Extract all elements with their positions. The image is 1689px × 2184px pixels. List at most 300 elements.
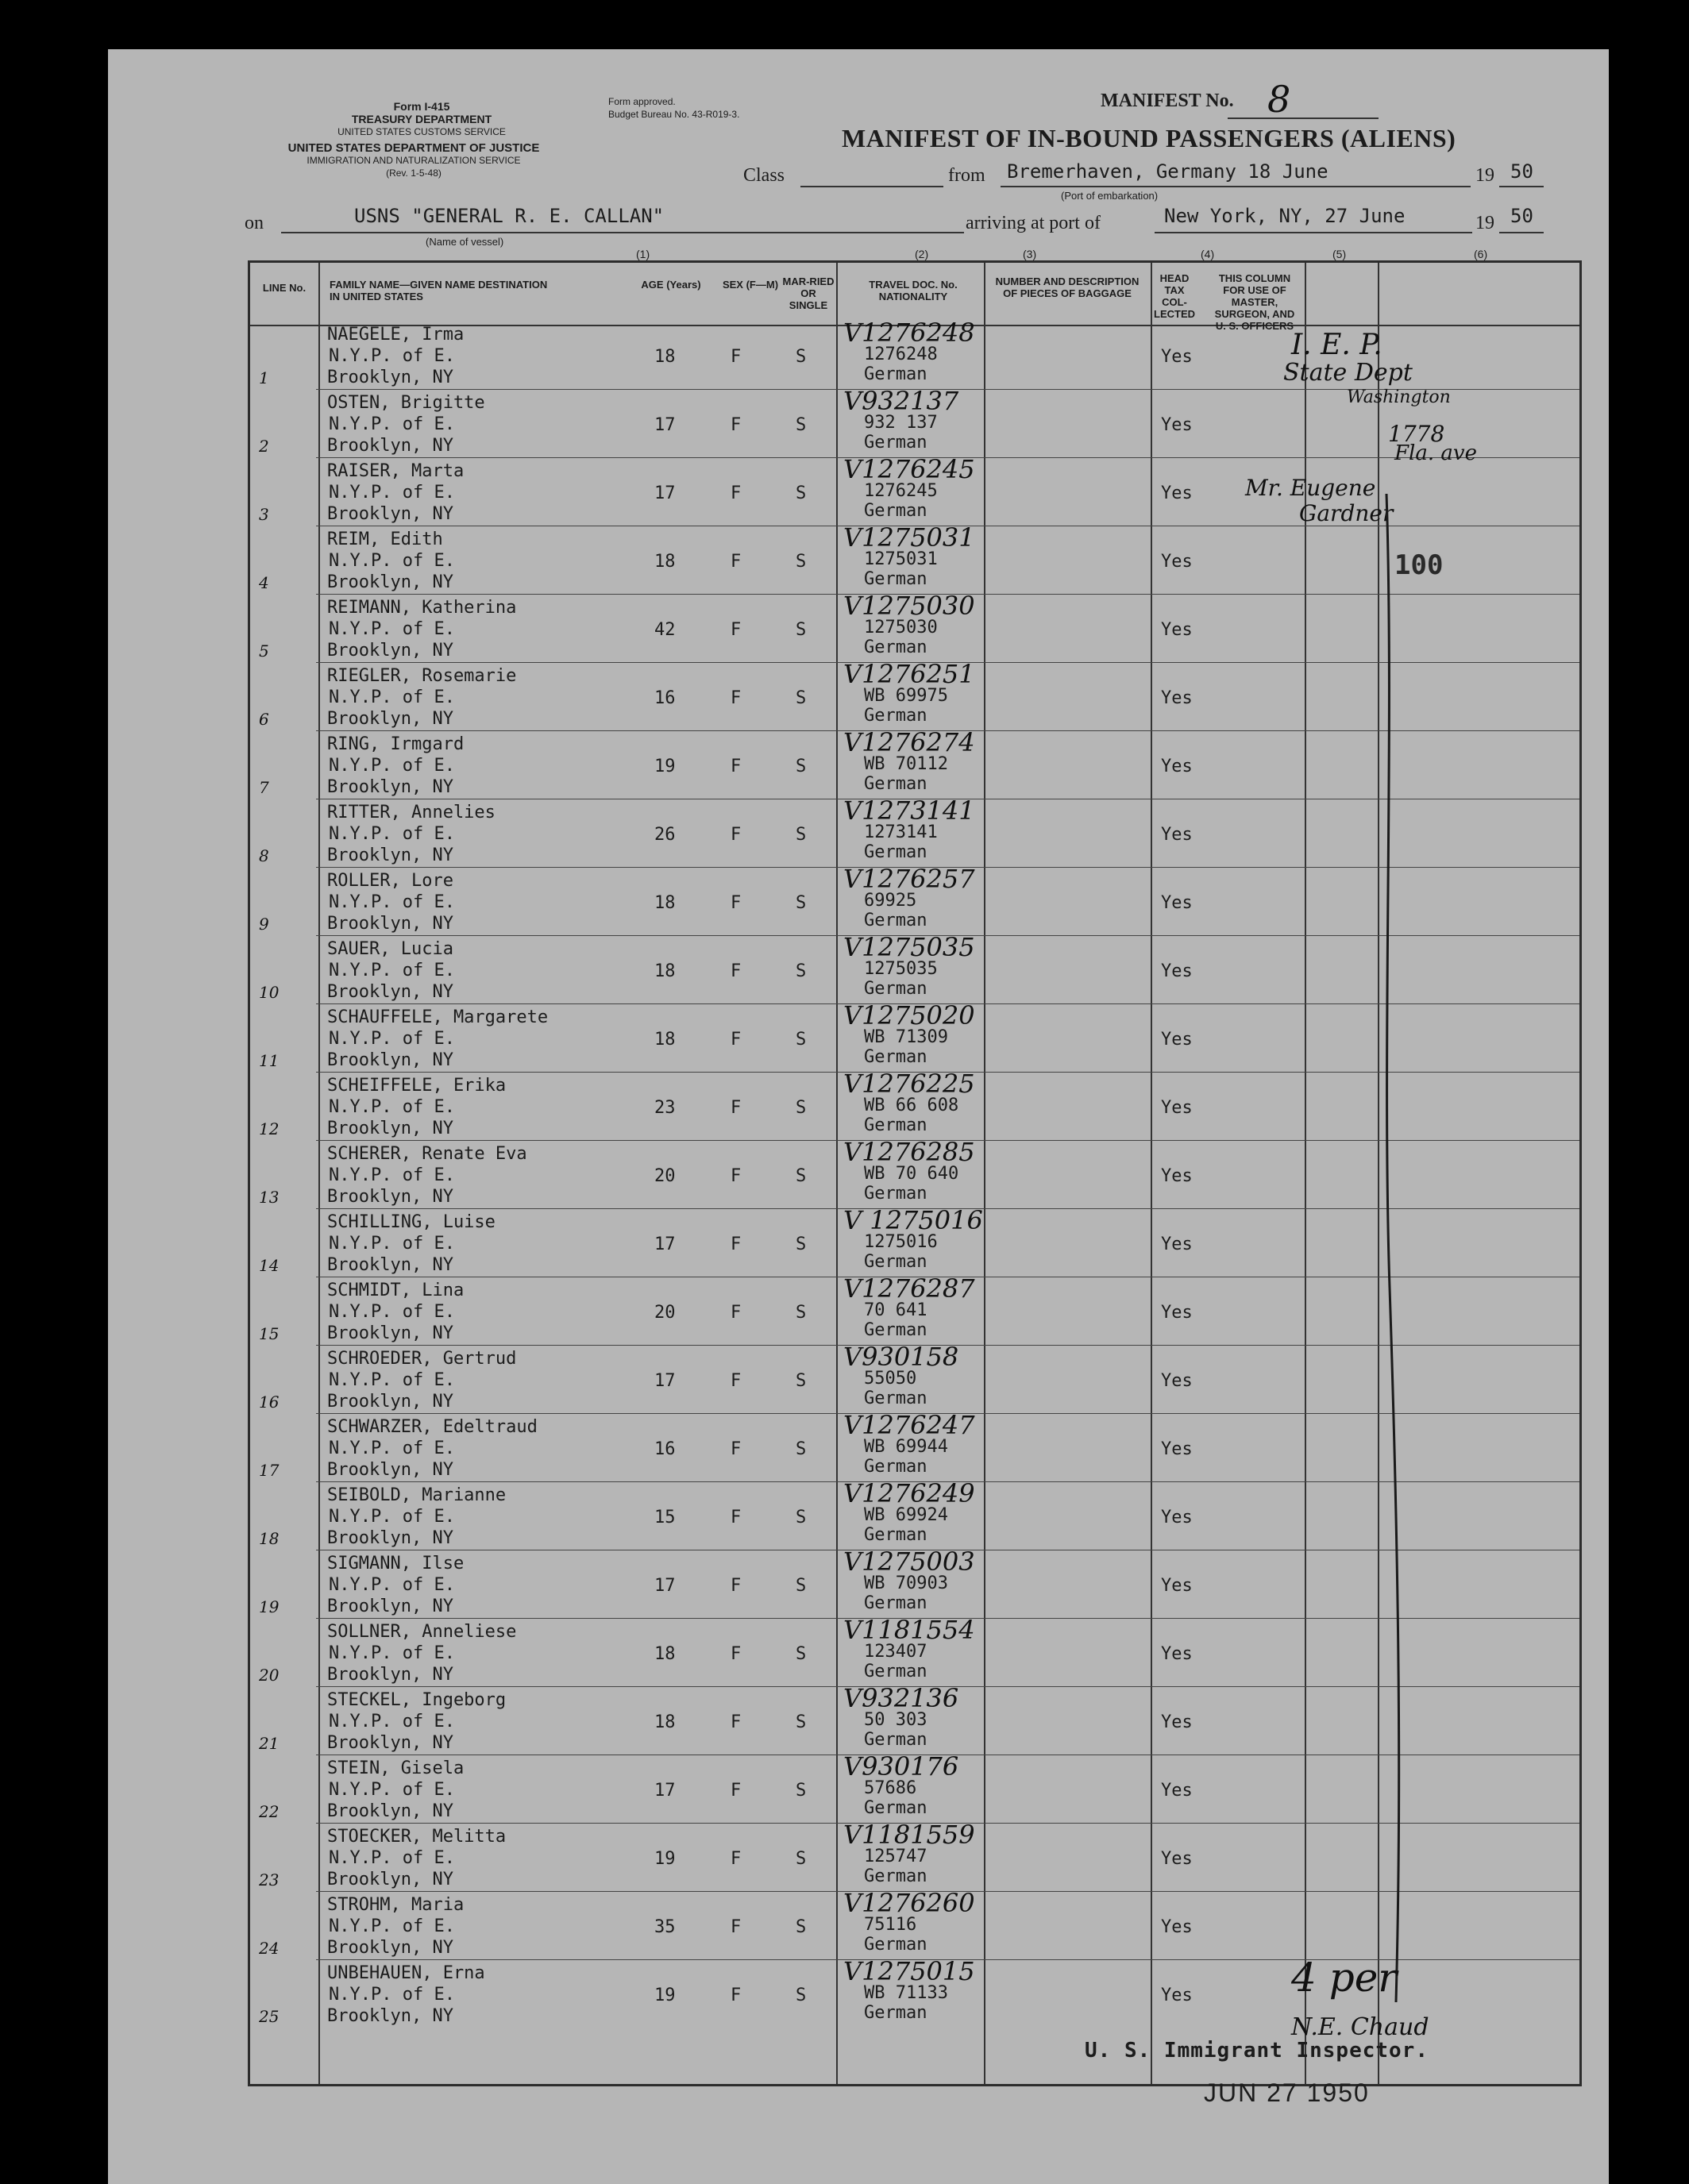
age-value: 18 [654, 961, 676, 981]
nationality: German [864, 774, 927, 794]
destination-line-2: Brooklyn, NY [327, 1528, 453, 1548]
marital-status: S [796, 552, 807, 572]
destination-line-1: N.Y.P. of E. [329, 1370, 455, 1390]
on-label: on [245, 213, 264, 233]
sex-value: F [731, 1439, 742, 1459]
head-tax-value: Yes [1161, 1439, 1193, 1459]
officer-note-state-dept: State Dept [1283, 359, 1413, 387]
destination-line-1: N.Y.P. of E. [329, 1780, 455, 1800]
destination-line-1: N.Y.P. of E. [329, 756, 455, 776]
passenger-name: SCHROEDER, Gertrud [327, 1349, 517, 1369]
nationality: German [864, 911, 927, 930]
line-number: 12 [259, 1119, 280, 1138]
destination-line-1: N.Y.P. of E. [329, 483, 455, 503]
sex-value: F [731, 1371, 742, 1391]
travel-doc-number: WB 70903 [864, 1573, 948, 1593]
line-number: 24 [259, 1939, 280, 1958]
vessel-name: USNS "GENERAL R. E. CALLAN" [354, 205, 665, 227]
col-number: (5) [1332, 248, 1347, 260]
officer-note-name-2: Gardner [1299, 500, 1394, 526]
destination-line-2: Brooklyn, NY [327, 1801, 453, 1821]
line-number: 21 [259, 1734, 280, 1753]
visa-number: V1275003 [843, 1547, 975, 1577]
line-number: 9 [259, 915, 269, 934]
passenger-name: SAUER, Lucia [327, 939, 453, 959]
nationality: German [864, 1184, 927, 1204]
nationality: German [864, 1593, 927, 1613]
col-header-name: FAMILY NAME—GIVEN NAME DESTINATION IN UNITED STATES [330, 279, 548, 302]
visa-number: V1276274 [843, 727, 975, 757]
sex-value: F [731, 688, 742, 708]
col-header-officers: THIS COLUMN FOR USE OF MASTER, SURGEON, AND U. S. OFFICERS [1214, 272, 1295, 332]
destination-line-1: N.Y.P. of E. [329, 1712, 455, 1731]
officer-note-iep: I. E. P. [1291, 329, 1382, 361]
officer-note-address-number: 1778 [1388, 421, 1445, 447]
sex-value: F [731, 1644, 742, 1664]
embarkation-caption: (Port of embarkation) [1061, 190, 1159, 202]
form-approved: Form approved. [608, 96, 676, 107]
age-value: 18 [654, 1644, 676, 1664]
destination-line-2: Brooklyn, NY [327, 1938, 453, 1958]
visa-number: V1276285 [843, 1137, 975, 1167]
marital-status: S [796, 1303, 807, 1323]
destination-line-1: N.Y.P. of E. [329, 1507, 455, 1527]
travel-doc-number: WB 69924 [864, 1505, 948, 1525]
marital-status: S [796, 893, 807, 913]
head-tax-value: Yes [1161, 1508, 1193, 1527]
line-number: 22 [259, 1802, 280, 1821]
inspector-label: U. S. Immigrant Inspector. [1085, 2039, 1429, 2063]
age-value: 19 [654, 1849, 676, 1869]
passenger-name: RING, Irmgard [327, 734, 465, 754]
age-value: 17 [654, 1235, 676, 1254]
arriving-label: arriving at port of [966, 213, 1101, 233]
head-tax-value: Yes [1161, 1166, 1193, 1186]
head-tax-value: Yes [1161, 1235, 1193, 1254]
destination-line-1: N.Y.P. of E. [329, 1097, 455, 1117]
nationality: German [864, 2003, 927, 2023]
visa-number: V1273141 [843, 795, 975, 826]
head-tax-value: Yes [1161, 893, 1193, 913]
line-number: 11 [259, 1051, 280, 1070]
sex-value: F [731, 1098, 742, 1118]
line-number: 19 [259, 1597, 280, 1616]
visa-number: V1275035 [843, 932, 975, 962]
stamp-number: 100 [1394, 549, 1444, 581]
passenger-name: REIMANN, Katherina [327, 598, 517, 618]
destination-line-2: Brooklyn, NY [327, 709, 453, 729]
age-value: 16 [654, 1439, 676, 1459]
sex-value: F [731, 620, 742, 640]
passenger-name: SIGMANN, Ilse [327, 1554, 465, 1573]
visa-number: V1276251 [843, 659, 975, 689]
line-number: 18 [259, 1529, 280, 1548]
head-tax-value: Yes [1161, 1849, 1193, 1869]
destination-line-2: Brooklyn, NY [327, 1733, 453, 1753]
travel-doc-number: 75116 [864, 1915, 917, 1935]
marital-status: S [796, 688, 807, 708]
col-header-married: MAR-RIED OR SINGLE [782, 275, 835, 311]
age-value: 19 [654, 757, 676, 776]
travel-doc-number: 1275030 [864, 618, 938, 637]
manifest-page [108, 49, 1609, 2184]
head-tax-value: Yes [1161, 415, 1193, 435]
destination-line-2: Brooklyn, NY [327, 368, 453, 387]
destination-line-2: Brooklyn, NY [327, 1323, 453, 1343]
travel-doc-number: WB 69975 [864, 686, 948, 706]
travel-doc-number: WB 70 640 [864, 1164, 959, 1184]
destination-line-2: Brooklyn, NY [327, 1665, 453, 1685]
sex-value: F [731, 1030, 742, 1050]
total-count: 4 per [1291, 1955, 1398, 2001]
head-tax-value: Yes [1161, 688, 1193, 708]
head-tax-value: Yes [1161, 1781, 1193, 1801]
nationality: German [864, 1730, 927, 1750]
age-value: 18 [654, 347, 676, 367]
nationality: German [864, 1389, 927, 1408]
destination-line-1: N.Y.P. of E. [329, 1643, 455, 1663]
nationality: German [864, 1320, 927, 1340]
marital-status: S [796, 1576, 807, 1596]
marital-status: S [796, 620, 807, 640]
from-label: from [948, 165, 985, 186]
sex-value: F [731, 1917, 742, 1937]
nationality: German [864, 364, 927, 384]
visa-number: V1276245 [843, 454, 975, 484]
age-value: 18 [654, 1712, 676, 1732]
marital-status: S [796, 1917, 807, 1937]
marital-status: S [796, 1986, 807, 2005]
destination-line-2: Brooklyn, NY [327, 1597, 453, 1616]
travel-doc-number: WB 71133 [864, 1983, 948, 2003]
nationality: German [864, 842, 927, 862]
line-number: 1 [259, 368, 269, 387]
marital-status: S [796, 757, 807, 776]
travel-doc-number: WB 70112 [864, 754, 948, 774]
form-number: Form I-415 [393, 100, 450, 113]
arrival-port: New York, NY, 27 June [1164, 205, 1406, 227]
age-value: 17 [654, 415, 676, 435]
destination-line-2: Brooklyn, NY [327, 777, 453, 797]
sex-value: F [731, 483, 742, 503]
marital-status: S [796, 1781, 807, 1801]
visa-number: V1275030 [843, 591, 975, 621]
passenger-name: STOECKER, Melitta [327, 1827, 507, 1847]
destination-line-1: N.Y.P. of E. [329, 1165, 455, 1185]
travel-doc-number: 50 303 [864, 1710, 927, 1730]
visa-number: V1276249 [843, 1478, 975, 1508]
visa-number: V1181559 [843, 1820, 975, 1850]
passenger-name: SCHEIFFELE, Erika [327, 1076, 507, 1096]
sex-value: F [731, 347, 742, 367]
sex-value: F [731, 1508, 742, 1527]
nationality: German [864, 1252, 927, 1272]
nationality: German [864, 1798, 927, 1818]
age-value: 18 [654, 1030, 676, 1050]
travel-doc-number: 1275031 [864, 549, 938, 569]
destination-line-1: N.Y.P. of E. [329, 961, 455, 980]
marital-status: S [796, 1508, 807, 1527]
customs-label: UNITED STATES CUSTOMS SERVICE [337, 126, 506, 137]
travel-doc-number: 69925 [864, 891, 917, 911]
marital-status: S [796, 347, 807, 367]
sex-value: F [731, 1576, 742, 1596]
nationality: German [864, 1047, 927, 1067]
destination-line-2: Brooklyn, NY [327, 436, 453, 456]
marital-status: S [796, 1098, 807, 1118]
destination-line-1: N.Y.P. of E. [329, 1302, 455, 1322]
marital-status: S [796, 1166, 807, 1186]
age-value: 35 [654, 1917, 676, 1937]
nationality: German [864, 706, 927, 726]
head-tax-value: Yes [1161, 1917, 1193, 1937]
destination-line-1: N.Y.P. of E. [329, 619, 455, 639]
nationality: German [864, 637, 927, 657]
nationality: German [864, 1866, 927, 1886]
visa-number: V1275031 [843, 522, 975, 553]
marital-status: S [796, 1712, 807, 1732]
head-tax-value: Yes [1161, 1030, 1193, 1050]
line-number: 23 [259, 1870, 280, 1889]
visa-number: V1276225 [843, 1069, 975, 1099]
nationality: German [864, 1457, 927, 1477]
line-number: 2 [259, 437, 269, 456]
age-value: 26 [654, 825, 676, 845]
budget-bureau: Budget Bureau No. 43-R019-3. [608, 109, 740, 120]
destination-line-2: Brooklyn, NY [327, 1870, 453, 1889]
marital-status: S [796, 1371, 807, 1391]
line-number: 3 [259, 505, 269, 524]
destination-line-2: Brooklyn, NY [327, 1187, 453, 1207]
sex-value: F [731, 1712, 742, 1732]
class-label: Class [743, 165, 785, 186]
destination-line-2: Brooklyn, NY [327, 1119, 453, 1138]
passenger-name: ROLLER, Lore [327, 871, 453, 891]
visa-number: V930176 [843, 1751, 959, 1781]
marital-status: S [796, 961, 807, 981]
head-tax-value: Yes [1161, 1986, 1193, 2005]
destination-line-1: N.Y.P. of E. [329, 1029, 455, 1049]
head-tax-value: Yes [1161, 1098, 1193, 1118]
col-header-travel-doc: TRAVEL DOC. No. NATIONALITY [869, 279, 958, 302]
line-number: 4 [259, 573, 269, 592]
sex-value: F [731, 825, 742, 845]
travel-doc-number: WB 69944 [864, 1437, 948, 1457]
destination-line-2: Brooklyn, NY [327, 1050, 453, 1070]
line-number: 20 [259, 1666, 280, 1685]
destination-line-2: Brooklyn, NY [327, 1392, 453, 1412]
rev-label: (Rev. 1-5-48) [386, 168, 442, 179]
travel-doc-number: 123407 [864, 1642, 927, 1662]
col-number: (4) [1201, 248, 1215, 260]
nationality: German [864, 1525, 927, 1545]
date-stamp: JUN 27 1950 [1204, 2078, 1370, 2107]
officer-note-address-street: Fla. ave [1394, 441, 1477, 465]
travel-doc-number: 1275035 [864, 959, 938, 979]
passenger-name: RAISER, Marta [327, 461, 465, 481]
marital-status: S [796, 1235, 807, 1254]
passenger-name: SCHWARZER, Edeltraud [327, 1417, 538, 1437]
travel-doc-number: 932 137 [864, 413, 938, 433]
passenger-name: REIM, Edith [327, 530, 443, 549]
embarkation-port: Bremerhaven, Germany 18 June [1007, 160, 1328, 183]
nationality: German [864, 569, 927, 589]
col-number: (3) [1023, 248, 1037, 260]
destination-line-2: Brooklyn, NY [327, 914, 453, 934]
col-header-line: LINE No. [262, 282, 307, 294]
destination-line-2: Brooklyn, NY [327, 2006, 453, 2026]
marital-status: S [796, 415, 807, 435]
nationality: German [864, 1935, 927, 1955]
nationality: German [864, 1115, 927, 1135]
visa-number: V932136 [843, 1683, 959, 1713]
ins-label: IMMIGRATION AND NATURALIZATION SERVICE [307, 155, 521, 166]
sex-value: F [731, 1781, 742, 1801]
head-tax-value: Yes [1161, 347, 1193, 367]
sex-value: F [731, 415, 742, 435]
destination-line-1: N.Y.P. of E. [329, 1439, 455, 1458]
marital-status: S [796, 1644, 807, 1664]
sex-value: F [731, 1986, 742, 2005]
destination-line-1: N.Y.P. of E. [329, 1985, 455, 2005]
age-value: 15 [654, 1508, 676, 1527]
head-tax-value: Yes [1161, 961, 1193, 981]
travel-doc-number: 70 641 [864, 1300, 927, 1320]
line-number: 16 [259, 1392, 280, 1412]
head-tax-value: Yes [1161, 757, 1193, 776]
passenger-name: SCHILLING, Luise [327, 1212, 496, 1232]
travel-doc-number: 125747 [864, 1847, 927, 1866]
destination-line-1: N.Y.P. of E. [329, 1916, 455, 1936]
col-header-age: AGE (Years) [641, 279, 701, 291]
marital-status: S [796, 483, 807, 503]
head-tax-value: Yes [1161, 825, 1193, 845]
head-tax-value: Yes [1161, 483, 1193, 503]
age-value: 17 [654, 1781, 676, 1801]
year-prefix-2: 19 [1475, 213, 1494, 233]
destination-line-1: N.Y.P. of E. [329, 1234, 455, 1254]
destination-line-1: N.Y.P. of E. [329, 1848, 455, 1868]
destination-line-1: N.Y.P. of E. [329, 688, 455, 707]
passenger-name: SEIBOLD, Marianne [327, 1485, 507, 1505]
destination-line-2: Brooklyn, NY [327, 1460, 453, 1480]
travel-doc-number: WB 71309 [864, 1027, 948, 1047]
line-number: 13 [259, 1188, 280, 1207]
travel-doc-number: WB 66 608 [864, 1096, 959, 1115]
passenger-name: OSTEN, Brigitte [327, 393, 485, 413]
col-number: (2) [915, 248, 929, 260]
visa-number: V932137 [843, 386, 959, 416]
visa-number: V930158 [843, 1342, 959, 1372]
travel-doc-number: 1275016 [864, 1232, 938, 1252]
sex-value: F [731, 1849, 742, 1869]
treasury-label: TREASURY DEPARTMENT [351, 113, 492, 125]
destination-line-1: N.Y.P. of E. [329, 892, 455, 912]
col-header-sex: SEX (F—M) [722, 279, 779, 291]
destination-line-2: Brooklyn, NY [327, 982, 453, 1002]
col-number: (6) [1474, 248, 1488, 260]
line-number: 8 [259, 846, 269, 865]
passenger-name: STEIN, Gisela [327, 1758, 465, 1778]
sex-value: F [731, 961, 742, 981]
pen-line [1379, 494, 1426, 2018]
page-title: MANIFEST OF IN-BOUND PASSENGERS (ALIENS) [842, 124, 1456, 152]
visa-number: V1276260 [843, 1888, 975, 1918]
vessel-caption: (Name of vessel) [426, 236, 504, 248]
head-tax-value: Yes [1161, 1644, 1193, 1664]
travel-doc-number: 55050 [864, 1369, 917, 1389]
age-value: 20 [654, 1303, 676, 1323]
officer-note-washington: Washington [1347, 387, 1451, 407]
destination-line-1: N.Y.P. of E. [329, 824, 455, 844]
visa-number: V1275015 [843, 1956, 975, 1986]
passenger-name: SCHERER, Renate Eva [327, 1144, 527, 1164]
line-number: 25 [259, 2007, 280, 2026]
inspector-signature: N.E. Chaud [1291, 2013, 1429, 2041]
line-number: 15 [259, 1324, 280, 1343]
sex-value: F [731, 757, 742, 776]
passenger-name: STROHM, Maria [327, 1895, 465, 1915]
visa-number: V1276287 [843, 1273, 975, 1304]
passenger-name: UNBEHAUEN, Erna [327, 1963, 485, 1983]
nationality: German [864, 501, 927, 521]
destination-line-2: Brooklyn, NY [327, 641, 453, 661]
head-tax-value: Yes [1161, 1303, 1193, 1323]
visa-number: V1181554 [843, 1615, 975, 1645]
passenger-name: RIEGLER, Rosemarie [327, 666, 517, 686]
line-number: 10 [259, 983, 280, 1002]
travel-doc-number: 1276245 [864, 481, 938, 501]
visa-number: V1276248 [843, 318, 975, 348]
age-value: 16 [654, 688, 676, 708]
head-tax-value: Yes [1161, 1371, 1193, 1391]
visa-number: V 1275016 [843, 1205, 983, 1235]
col-number: (1) [636, 248, 650, 260]
destination-line-2: Brooklyn, NY [327, 572, 453, 592]
age-value: 17 [654, 483, 676, 503]
line-number: 7 [259, 778, 269, 797]
sex-value: F [731, 1235, 742, 1254]
age-value: 18 [654, 893, 676, 913]
marital-status: S [796, 825, 807, 845]
travel-doc-number: 1276248 [864, 345, 938, 364]
nationality: German [864, 979, 927, 999]
line-number: 17 [259, 1461, 280, 1480]
destination-line-1: N.Y.P. of E. [329, 414, 455, 434]
destination-line-1: N.Y.P. of E. [329, 346, 455, 366]
travel-doc-number: 1273141 [864, 822, 938, 842]
age-value: 17 [654, 1576, 676, 1596]
visa-number: V1276247 [843, 1410, 975, 1440]
nationality: German [864, 433, 927, 453]
line-number: 5 [259, 641, 269, 661]
passenger-name: SCHMIDT, Lina [327, 1281, 465, 1300]
head-tax-value: Yes [1161, 552, 1193, 572]
passenger-name: RITTER, Annelies [327, 803, 496, 822]
destination-line-1: N.Y.P. of E. [329, 551, 455, 571]
line-number: 6 [259, 710, 269, 729]
manifest-no-value: 8 [1267, 78, 1291, 121]
passenger-name: NAEGELE, Irma [327, 325, 465, 345]
passenger-name: STECKEL, Ingeborg [327, 1690, 507, 1710]
head-tax-value: Yes [1161, 1712, 1193, 1732]
age-value: 23 [654, 1098, 676, 1118]
sex-value: F [731, 893, 742, 913]
destination-line-2: Brooklyn, NY [327, 845, 453, 865]
destination-line-2: Brooklyn, NY [327, 504, 453, 524]
travel-doc-number: 57686 [864, 1778, 917, 1798]
marital-status: S [796, 1030, 807, 1050]
